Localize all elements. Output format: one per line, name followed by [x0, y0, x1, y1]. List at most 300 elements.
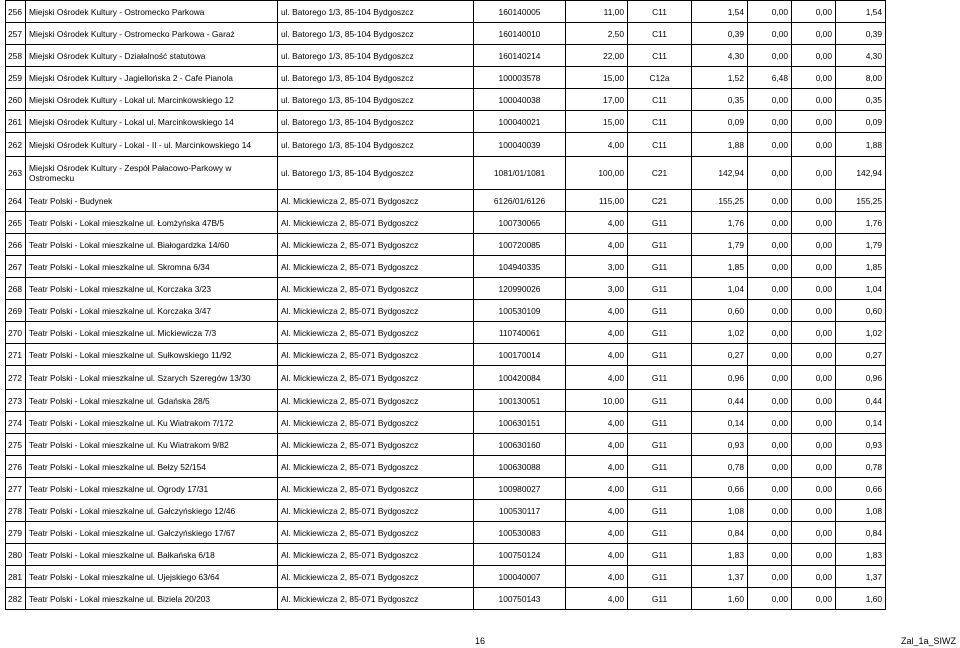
cell-lp: 256 — [6, 1, 26, 23]
cell-v1: 1,79 — [692, 234, 748, 256]
cell-power: 4,00 — [566, 234, 628, 256]
cell-v3: 0,00 — [792, 566, 836, 588]
cell-tariff: G11 — [628, 234, 692, 256]
cell-power: 4,00 — [566, 133, 628, 157]
cell-v2: 0,00 — [748, 500, 792, 522]
cell-v2: 0,00 — [748, 566, 792, 588]
cell-power: 4,00 — [566, 434, 628, 456]
cell-address: Al. Mickiewicza 2, 85-071 Bydgoszcz — [278, 588, 474, 610]
cell-lp: 271 — [6, 344, 26, 366]
cell-power: 4,00 — [566, 456, 628, 478]
cell-id: 100530117 — [474, 500, 566, 522]
cell-lp: 258 — [6, 45, 26, 67]
cell-lp: 268 — [6, 278, 26, 300]
cell-address: Al. Mickiewicza 2, 85-071 Bydgoszcz — [278, 566, 474, 588]
cell-total: 142,94 — [836, 157, 886, 190]
cell-v2: 0,00 — [748, 456, 792, 478]
cell-name: Teatr Polski - Lokal mieszkalne ul. Bełzy 52/154 — [26, 456, 278, 478]
cell-address: ul. Batorego 1/3, 85-104 Bydgoszcz — [278, 157, 474, 190]
cell-address: Al. Mickiewicza 2, 85-071 Bydgoszcz — [278, 522, 474, 544]
cell-address: Al. Mickiewicza 2, 85-071 Bydgoszcz — [278, 478, 474, 500]
cell-tariff: G11 — [628, 412, 692, 434]
cell-address: Al. Mickiewicza 2, 85-071 Bydgoszcz — [278, 434, 474, 456]
cell-id: 160140005 — [474, 1, 566, 23]
cell-power: 11,00 — [566, 1, 628, 23]
cell-v3: 0,00 — [792, 190, 836, 212]
table-row — [6, 278, 886, 300]
cell-v1: 155,25 — [692, 190, 748, 212]
cell-power: 4,00 — [566, 412, 628, 434]
cell-v1: 4,30 — [692, 45, 748, 67]
cell-name: Teatr Polski - Lokal mieszkalne ul. Korczaka 3/23 — [26, 278, 278, 300]
cell-v3: 0,00 — [792, 234, 836, 256]
cell-total: 1,02 — [836, 322, 886, 344]
cell-name: Teatr Polski - Lokal mieszkalne ul. Ku Wiatrakom 7/172 — [26, 412, 278, 434]
cell-v2: 0,00 — [748, 1, 792, 23]
cell-v1: 1,08 — [692, 500, 748, 522]
cell-lp: 259 — [6, 67, 26, 89]
cell-v3: 0,00 — [792, 23, 836, 45]
cell-total: 1,08 — [836, 500, 886, 522]
cell-power: 3,00 — [566, 278, 628, 300]
cell-v3: 0,00 — [792, 456, 836, 478]
cell-tariff: G11 — [628, 344, 692, 366]
cell-lp: 257 — [6, 23, 26, 45]
cell-v1: 0,09 — [692, 111, 748, 133]
cell-power: 10,00 — [566, 390, 628, 412]
cell-v3: 0,00 — [792, 344, 836, 366]
cell-power: 4,00 — [566, 500, 628, 522]
table-row — [6, 434, 886, 456]
cell-power: 4,00 — [566, 566, 628, 588]
table-row — [6, 157, 886, 190]
cell-total: 0,66 — [836, 478, 886, 500]
cell-tariff: C11 — [628, 1, 692, 23]
cell-tariff: G11 — [628, 366, 692, 390]
table-row — [6, 500, 886, 522]
cell-v2: 0,00 — [748, 344, 792, 366]
cell-power: 4,00 — [566, 478, 628, 500]
cell-id: 100630088 — [474, 456, 566, 478]
cell-name: Teatr Polski - Budynek — [26, 190, 278, 212]
cell-lp: 280 — [6, 544, 26, 566]
cell-total: 1,79 — [836, 234, 886, 256]
cell-id: 100630151 — [474, 412, 566, 434]
cell-total: 0,93 — [836, 434, 886, 456]
cell-power: 4,00 — [566, 300, 628, 322]
cell-lp: 267 — [6, 256, 26, 278]
cell-id: 1081/01/1081 — [474, 157, 566, 190]
cell-tariff: G11 — [628, 390, 692, 412]
cell-address: Al. Mickiewicza 2, 85-071 Bydgoszcz — [278, 212, 474, 234]
cell-tariff: C11 — [628, 133, 692, 157]
cell-v2: 0,00 — [748, 45, 792, 67]
cell-id: 100750143 — [474, 588, 566, 610]
cell-v1: 0,27 — [692, 344, 748, 366]
cell-power: 15,00 — [566, 67, 628, 89]
cell-tariff: G11 — [628, 522, 692, 544]
cell-tariff: G11 — [628, 478, 692, 500]
cell-tariff: C11 — [628, 45, 692, 67]
table-row — [6, 89, 886, 111]
cell-name: Teatr Polski - Lokal mieszkalne ul. Gałczyńskiego 17/67 — [26, 522, 278, 544]
cell-id: 100040038 — [474, 89, 566, 111]
cell-tariff: G11 — [628, 256, 692, 278]
cell-name: Teatr Polski - Lokal mieszkalne ul. Białogardzka 14/60 — [26, 234, 278, 256]
cell-name: Miejski Ośrodek Kultury - Ostromecko Parkowa — [26, 1, 278, 23]
cell-v2: 0,00 — [748, 212, 792, 234]
cell-v2: 0,00 — [748, 366, 792, 390]
cell-v2: 0,00 — [748, 300, 792, 322]
cell-v3: 0,00 — [792, 366, 836, 390]
cell-total: 1,60 — [836, 588, 886, 610]
cell-lp: 276 — [6, 456, 26, 478]
cell-name: Miejski Ośrodek Kultury - Lokal ul. Marcinkowskiego 14 — [26, 111, 278, 133]
cell-tariff: C11 — [628, 111, 692, 133]
cell-v1: 0,84 — [692, 522, 748, 544]
cell-id: 100040021 — [474, 111, 566, 133]
cell-name: Miejski Ośrodek Kultury - Lokal ul. Marcinkowskiego 12 — [26, 89, 278, 111]
cell-power: 4,00 — [566, 588, 628, 610]
cell-v1: 1,83 — [692, 544, 748, 566]
cell-total: 0,09 — [836, 111, 886, 133]
cell-v2: 0,00 — [748, 278, 792, 300]
cell-id: 160140214 — [474, 45, 566, 67]
table-row — [6, 45, 886, 67]
cell-id: 100720085 — [474, 234, 566, 256]
cell-address: Al. Mickiewicza 2, 85-071 Bydgoszcz — [278, 390, 474, 412]
cell-address: ul. Batorego 1/3, 85-104 Bydgoszcz — [278, 133, 474, 157]
cell-v1: 0,96 — [692, 366, 748, 390]
table-row — [6, 234, 886, 256]
cell-v3: 0,00 — [792, 89, 836, 111]
document-code: Zal_1a_SIWZ — [900, 636, 956, 646]
cell-v2: 0,00 — [748, 522, 792, 544]
cell-v3: 0,00 — [792, 133, 836, 157]
cell-v2: 0,00 — [748, 478, 792, 500]
cell-power: 4,00 — [566, 322, 628, 344]
table-row — [6, 412, 886, 434]
cell-total: 0,60 — [836, 300, 886, 322]
cell-v3: 0,00 — [792, 478, 836, 500]
cell-name: Teatr Polski - Lokal mieszkalne ul. Bałkańska 6/18 — [26, 544, 278, 566]
cell-v1: 1,60 — [692, 588, 748, 610]
cell-v2: 0,00 — [748, 390, 792, 412]
cell-tariff: G11 — [628, 544, 692, 566]
cell-id: 100530083 — [474, 522, 566, 544]
cell-name: Teatr Polski - Lokal mieszkalne ul. Sułkowskiego 11/92 — [26, 344, 278, 366]
cell-v2: 0,00 — [748, 157, 792, 190]
cell-name: Teatr Polski - Lokal mieszkalne ul. Gałczyńskiego 12/46 — [26, 500, 278, 522]
cell-power: 4,00 — [566, 544, 628, 566]
cell-v3: 0,00 — [792, 111, 836, 133]
cell-power: 4,00 — [566, 522, 628, 544]
cell-address: ul. Batorego 1/3, 85-104 Bydgoszcz — [278, 1, 474, 23]
cell-id: 100980027 — [474, 478, 566, 500]
cell-lp: 279 — [6, 522, 26, 544]
cell-v2: 0,00 — [748, 111, 792, 133]
cell-v3: 0,00 — [792, 278, 836, 300]
cell-total: 155,25 — [836, 190, 886, 212]
cell-name: Teatr Polski - Lokal mieszkalne ul. Mickiewicza 7/3 — [26, 322, 278, 344]
cell-tariff: G11 — [628, 588, 692, 610]
table-row — [6, 588, 886, 610]
cell-v1: 0,39 — [692, 23, 748, 45]
table-row — [6, 522, 886, 544]
cell-address: ul. Batorego 1/3, 85-104 Bydgoszcz — [278, 89, 474, 111]
cell-v1: 1,04 — [692, 278, 748, 300]
cell-total: 0,39 — [836, 23, 886, 45]
cell-v2: 0,00 — [748, 434, 792, 456]
table-row — [6, 1, 886, 23]
cell-total: 4,30 — [836, 45, 886, 67]
cell-total: 1,54 — [836, 1, 886, 23]
cell-v3: 0,00 — [792, 45, 836, 67]
table-row — [6, 133, 886, 157]
cell-address: Al. Mickiewicza 2, 85-071 Bydgoszcz — [278, 500, 474, 522]
cell-v3: 0,00 — [792, 1, 836, 23]
cell-v1: 1,85 — [692, 256, 748, 278]
cell-address: ul. Batorego 1/3, 85-104 Bydgoszcz — [278, 23, 474, 45]
table-row — [6, 366, 886, 390]
cell-v1: 0,35 — [692, 89, 748, 111]
cell-total: 1,85 — [836, 256, 886, 278]
cell-name: Teatr Polski - Lokal mieszkalne ul. Korczaka 3/47 — [26, 300, 278, 322]
cell-id: 100730065 — [474, 212, 566, 234]
cell-v3: 0,00 — [792, 412, 836, 434]
cell-power: 4,00 — [566, 366, 628, 390]
cell-id: 6126/01/6126 — [474, 190, 566, 212]
table-row — [6, 566, 886, 588]
cell-address: Al. Mickiewicza 2, 85-071 Bydgoszcz — [278, 366, 474, 390]
cell-v1: 142,94 — [692, 157, 748, 190]
cell-tariff: C11 — [628, 89, 692, 111]
cell-v3: 0,00 — [792, 390, 836, 412]
cell-id: 100750124 — [474, 544, 566, 566]
cell-tariff: G11 — [628, 212, 692, 234]
cell-lp: 272 — [6, 366, 26, 390]
consumption-table — [5, 0, 886, 610]
cell-name: Miejski Ośrodek Kultury - Jagiellońska 2 - Cafe Pianola — [26, 67, 278, 89]
cell-address: Al. Mickiewicza 2, 85-071 Bydgoszcz — [278, 344, 474, 366]
cell-name: Teatr Polski - Lokal mieszkalne ul. Skromna 6/34 — [26, 256, 278, 278]
table-row — [6, 23, 886, 45]
cell-name: Miejski Ośrodek Kultury - Ostromecko Parkowa - Garaż — [26, 23, 278, 45]
cell-v1: 1,76 — [692, 212, 748, 234]
cell-v3: 0,00 — [792, 434, 836, 456]
cell-v1: 1,54 — [692, 1, 748, 23]
cell-v1: 0,14 — [692, 412, 748, 434]
table-row — [6, 344, 886, 366]
cell-address: ul. Batorego 1/3, 85-104 Bydgoszcz — [278, 111, 474, 133]
cell-name: Teatr Polski - Lokal mieszkalne ul. Łomżyńska 47B/5 — [26, 212, 278, 234]
cell-v3: 0,00 — [792, 322, 836, 344]
cell-tariff: C21 — [628, 190, 692, 212]
cell-lp: 277 — [6, 478, 26, 500]
cell-v2: 0,00 — [748, 412, 792, 434]
cell-lp: 262 — [6, 133, 26, 157]
table-row — [6, 544, 886, 566]
cell-lp: 273 — [6, 390, 26, 412]
cell-v1: 1,02 — [692, 322, 748, 344]
cell-v1: 0,44 — [692, 390, 748, 412]
cell-lp: 274 — [6, 412, 26, 434]
table-row — [6, 456, 886, 478]
cell-tariff: G11 — [628, 300, 692, 322]
cell-v1: 1,88 — [692, 133, 748, 157]
cell-total: 0,35 — [836, 89, 886, 111]
cell-address: ul. Batorego 1/3, 85-104 Bydgoszcz — [278, 67, 474, 89]
cell-power: 100,00 — [566, 157, 628, 190]
cell-address: Al. Mickiewicza 2, 85-071 Bydgoszcz — [278, 412, 474, 434]
cell-total: 0,14 — [836, 412, 886, 434]
cell-address: Al. Mickiewicza 2, 85-071 Bydgoszcz — [278, 456, 474, 478]
cell-power: 4,00 — [566, 212, 628, 234]
cell-lp: 282 — [6, 588, 26, 610]
cell-id: 100420084 — [474, 366, 566, 390]
cell-name: Teatr Polski - Lokal mieszkalne ul. Biziela 20/203 — [26, 588, 278, 610]
cell-power: 15,00 — [566, 111, 628, 133]
page-number: 16 — [474, 636, 485, 646]
cell-v3: 0,00 — [792, 588, 836, 610]
cell-power: 22,00 — [566, 45, 628, 67]
cell-name: Miejski Ośrodek Kultury - Działalność statutowa — [26, 45, 278, 67]
cell-id: 104940335 — [474, 256, 566, 278]
cell-tariff: G11 — [628, 278, 692, 300]
cell-v1: 1,37 — [692, 566, 748, 588]
cell-v1: 0,66 — [692, 478, 748, 500]
cell-name: Miejski Ośrodek Kultury - Zespół Pałacowo-Parkowy w Ostromecku — [26, 157, 278, 190]
table-row — [6, 390, 886, 412]
cell-name: Teatr Polski - Lokal mieszkalne ul. Szarych Szeregów 13/30 — [26, 366, 278, 390]
cell-v1: 0,93 — [692, 434, 748, 456]
cell-lp: 263 — [6, 157, 26, 190]
cell-total: 0,84 — [836, 522, 886, 544]
cell-id: 100630160 — [474, 434, 566, 456]
cell-id: 160140010 — [474, 23, 566, 45]
cell-address: Al. Mickiewicza 2, 85-071 Bydgoszcz — [278, 278, 474, 300]
cell-v2: 0,00 — [748, 89, 792, 111]
cell-v2: 0,00 — [748, 190, 792, 212]
table-row — [6, 212, 886, 234]
cell-tariff: C11 — [628, 23, 692, 45]
cell-id: 100170014 — [474, 344, 566, 366]
cell-total: 1,83 — [836, 544, 886, 566]
cell-total: 0,27 — [836, 344, 886, 366]
cell-lp: 281 — [6, 566, 26, 588]
cell-v3: 0,00 — [792, 500, 836, 522]
cell-tariff: G11 — [628, 500, 692, 522]
cell-lp: 264 — [6, 190, 26, 212]
cell-v3: 0,00 — [792, 157, 836, 190]
cell-id: 100530109 — [474, 300, 566, 322]
cell-tariff: G11 — [628, 456, 692, 478]
cell-total: 0,78 — [836, 456, 886, 478]
cell-v2: 0,00 — [748, 322, 792, 344]
cell-v1: 1,52 — [692, 67, 748, 89]
cell-v3: 0,00 — [792, 544, 836, 566]
table-row — [6, 67, 886, 89]
cell-address: Al. Mickiewicza 2, 85-071 Bydgoszcz — [278, 256, 474, 278]
cell-lp: 275 — [6, 434, 26, 456]
cell-v2: 0,00 — [748, 256, 792, 278]
cell-total: 0,44 — [836, 390, 886, 412]
cell-v2: 0,00 — [748, 234, 792, 256]
cell-lp: 261 — [6, 111, 26, 133]
cell-id: 110740061 — [474, 322, 566, 344]
cell-tariff: C12a — [628, 67, 692, 89]
cell-lp: 269 — [6, 300, 26, 322]
cell-tariff: G11 — [628, 434, 692, 456]
cell-v3: 0,00 — [792, 212, 836, 234]
cell-v2: 0,00 — [748, 544, 792, 566]
cell-address: Al. Mickiewicza 2, 85-071 Bydgoszcz — [278, 300, 474, 322]
cell-v1: 0,60 — [692, 300, 748, 322]
cell-lp: 270 — [6, 322, 26, 344]
cell-total: 1,04 — [836, 278, 886, 300]
cell-total: 8,00 — [836, 67, 886, 89]
cell-lp: 266 — [6, 234, 26, 256]
cell-total: 1,37 — [836, 566, 886, 588]
cell-lp: 278 — [6, 500, 26, 522]
table-row — [6, 256, 886, 278]
cell-name: Teatr Polski - Lokal mieszkalne ul. Ogrody 17/31 — [26, 478, 278, 500]
cell-v2: 0,00 — [748, 588, 792, 610]
table-row — [6, 300, 886, 322]
cell-v3: 0,00 — [792, 256, 836, 278]
cell-address: Al. Mickiewicza 2, 85-071 Bydgoszcz — [278, 322, 474, 344]
cell-id: 120990026 — [474, 278, 566, 300]
cell-name: Teatr Polski - Lokal mieszkalne ul. Gdańska 28/5 — [26, 390, 278, 412]
cell-address: Al. Mickiewicza 2, 85-071 Bydgoszcz — [278, 234, 474, 256]
cell-name: Teatr Polski - Lokal mieszkalne ul. Ujejskiego 63/64 — [26, 566, 278, 588]
table-row — [6, 190, 886, 212]
cell-v2: 6,48 — [748, 67, 792, 89]
cell-tariff: G11 — [628, 566, 692, 588]
cell-power: 2,50 — [566, 23, 628, 45]
cell-v1: 0,78 — [692, 456, 748, 478]
cell-name: Teatr Polski - Lokal mieszkalne ul. Ku Wiatrakom 9/82 — [26, 434, 278, 456]
cell-tariff: G11 — [628, 322, 692, 344]
cell-name: Miejski Ośrodek Kultury - Lokal - II - ul. Marcinkowskiego 14 — [26, 133, 278, 157]
cell-v2: 0,00 — [748, 23, 792, 45]
table-row — [6, 322, 886, 344]
cell-lp: 260 — [6, 89, 26, 111]
cell-total: 0,96 — [836, 366, 886, 390]
cell-v3: 0,00 — [792, 522, 836, 544]
cell-address: Al. Mickiewicza 2, 85-071 Bydgoszcz — [278, 544, 474, 566]
cell-v3: 0,00 — [792, 67, 836, 89]
table-row — [6, 111, 886, 133]
cell-id: 100040039 — [474, 133, 566, 157]
cell-power: 4,00 — [566, 344, 628, 366]
cell-total: 1,88 — [836, 133, 886, 157]
cell-v2: 0,00 — [748, 133, 792, 157]
cell-id: 100003578 — [474, 67, 566, 89]
cell-address: ul. Batorego 1/3, 85-104 Bydgoszcz — [278, 45, 474, 67]
cell-address: Al. Mickiewicza 2, 85-071 Bydgoszcz — [278, 190, 474, 212]
cell-id: 100130051 — [474, 390, 566, 412]
cell-id: 100040007 — [474, 566, 566, 588]
cell-power: 3,00 — [566, 256, 628, 278]
cell-power: 17,00 — [566, 89, 628, 111]
table-row — [6, 478, 886, 500]
cell-v3: 0,00 — [792, 300, 836, 322]
cell-power: 115,00 — [566, 190, 628, 212]
cell-tariff: C21 — [628, 157, 692, 190]
cell-lp: 265 — [6, 212, 26, 234]
cell-total: 1,76 — [836, 212, 886, 234]
